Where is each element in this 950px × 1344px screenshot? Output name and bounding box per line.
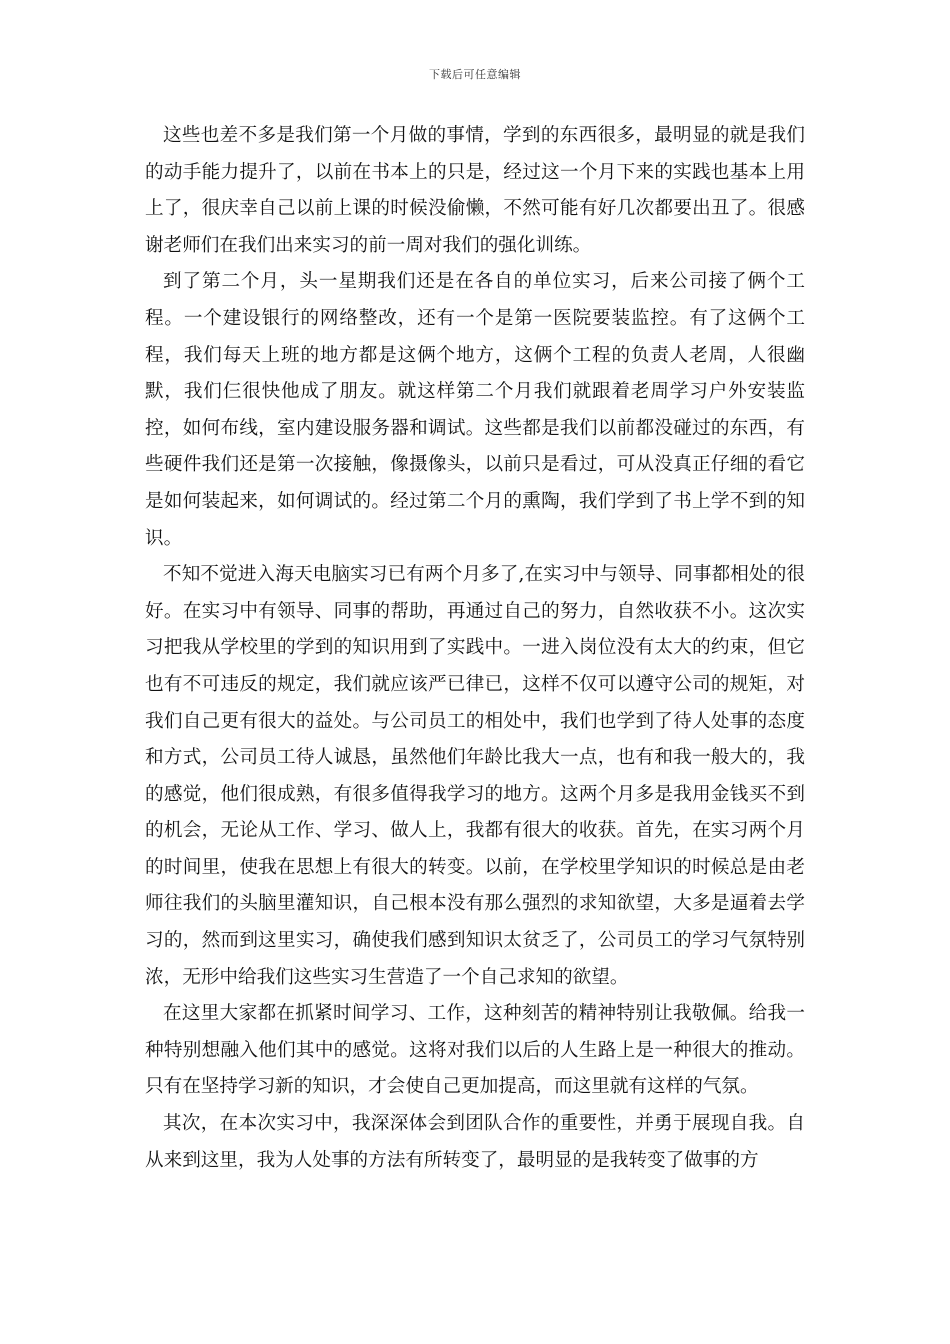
paragraph-4: 在这里大家都在抓紧时间学习、工作，这种刻苦的精神特别让我敬佩。给我一种特别想融入他们其中的感觉。这将对我们以后的人生路上是一种很大的推动。只有在坚持学习新的知识，才会使自己更加提高，而这里就有这样的气氛。 <box>145 1003 805 1098</box>
paragraph-2: 到了第二个月，头一星期我们还是在各自的单位实习，后来公司接了俩个工程。一个建设银行的网络整改，还有一个是第一医院要装监控。有了这俩个工程，我们每天上班的地方都是这俩个地方，这俩个工程的负责人老周，人很幽默，我们仨很快他成了朋友。就这样第二个月我们就跟着老周学习户外安装监控，如何布线，室内建设服务器和调试。这些都是我们以前都没碰过的东西，有些硬件我们还是第一次接触，像摄像头，以前只是看过，可从没真正仔细的看它是如何装起来，如何调试的。经过第二个月的熏陶，我们学到了书上学不到的知识。 <box>145 271 805 549</box>
paragraph-1: 这些也差不多是我们第一个月做的事情，学到的东西很多，最明显的就是我们的动手能力提升了，以前在书本上的只是，经过这一个月下来的实践也基本上用上了，很庆幸自己以前上课的时候没偷懒，不然可能有好几次都要出丑了。很感谢老师们在我们出来实习的前一周对我们的强化训练。 <box>145 125 805 256</box>
paragraph-5: 其次，在本次实习中，我深深体会到团队合作的重要性，并勇于展现自我。自从来到这里，我为人处事的方法有所转变了，最明显的是我转变了做事的方 <box>145 1113 805 1171</box>
page-header: 下载后可任意编辑 <box>429 68 521 81</box>
document-body <box>145 118 805 1179</box>
paragraph-3: 不知不觉进入海天电脑实习已有两个月多了,在实习中与领导、同事都相处的很好。在实习中有领导、同事的帮助，再通过自己的努力，自然收获不小。这次实习把我从学校里的学到的知识用到了实践中。一进入岗位没有太大的约束，但它也有不可违反的规定，我们就应该严已律已，这样不仅可以遵守公司的规矩，对我们自己更有很大的益处。与公司员工的相处中，我们也学到了待人处事的态度和方式，公司员工待人诚恳，虽然他们年龄比我大一点，也有和我一般大的，我的感觉，他们很成熟，有很多值得我学习的地方。这两个月多是我用金钱买不到的机会，无论从工作、学习、做人上，我都有很大的收获。首先，在实习两个月的时间里，使我在思想上有很大的转变。以前，在学校里学知识的时候总是由老师往我们的头脑里灌知识，自己根本没有那么强烈的求知欲望，大多是逼着去学习的，然而到这里实习，确使我们感到知识太贫乏了，公司员工的学习气氛特别浓，无形中给我们这些实习生营造了一个自己求知的欲望。 <box>145 564 805 988</box>
